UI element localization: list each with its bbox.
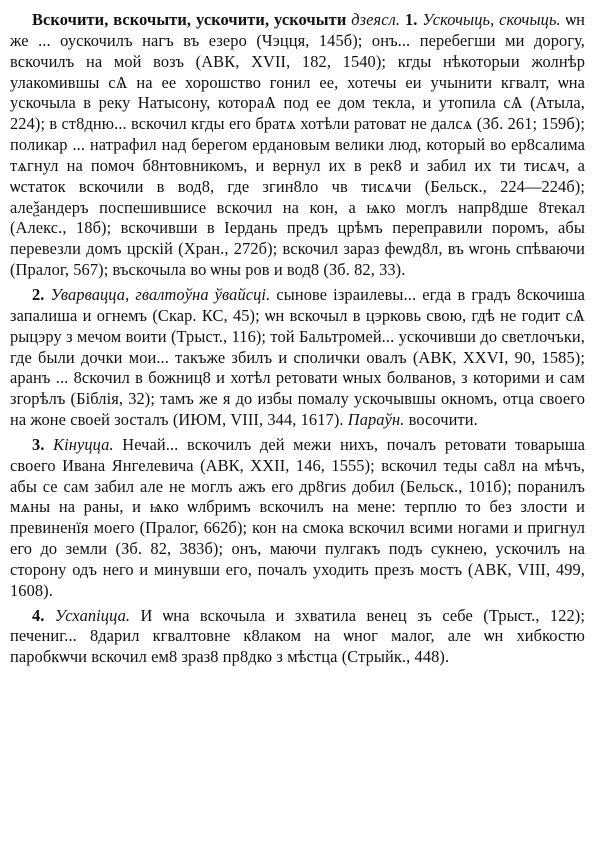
sense-gloss: Ускочыць, скочыць. — [422, 10, 561, 29]
sense-number: 4. — [32, 605, 45, 625]
sense-quotations: И ѡна вскочыла и зхватила венец зъ себе (Трыст., 122); печениг... 8дарил кгвалтовне к8лаком на ѡног малог, але ѡн хибкостю паробкѡчи вскочил ем8 зраз8 пр8дко з мѣстца (Стрыйк., 448). — [10, 605, 586, 667]
sense-number: 3. — [32, 434, 45, 454]
sense-gloss: Кінуцца. — [53, 434, 114, 454]
sense-gloss: Уварвацца, гвалтоўна ўвайсці. — [50, 284, 271, 304]
cross-reference-label: Параўн. — [347, 410, 405, 430]
sense-4-paragraph — [10, 606, 585, 669]
sense-quotations: ѡн же ... оускочилъ нагъ въ езеро (Чэцця, 145б); онъ... перебегши ми дорогу, вскочилъ на мой возъ (АВК, XVII, 182, 1540); кгды нѣкоторыи жолнѣр улакомившы сѦ на ее хорошство гонил ее, хотечы еи учынити кгвалт, ѡна ускочыла в реку Натысону, котораѦ под ее дом текла, и утопила сѦ (Атыла, 224); в ст8дню... вскочил кгды его братѧ хотѣли ратоват не далсѧ (Зб. 261; 159б); поликар ... натрафил над берегом ердановым велики люд, который во ер8салима тѧгнул на помоч б8нтовникомъ, и вернул их в рек8 и забил их ти тисѧч, а ѡстаток вскочили в вод8, где згин8ло чв тисѧчи (Бельск., 224—224б); алеѯандеръ поспешившисе вскочил на кон, а ѩко моглъ напр8дше 8текал (Алекс., 18б); вскочивши в Іердань предъ црѣмъ переправили поромъ, абы перевезли домъ црскій (Хран., 272б); вскочил зараз феѡд8л, въ ѡгонь спѣваючи (Пралог, 567); въскочыла во ѡны ров и вод8 (Зб. 82, 33). — [10, 10, 585, 280]
sense-3-paragraph — [10, 435, 585, 602]
sense-number: 1. — [404, 10, 418, 29]
entry-headword: Вскочити, вскочыти, ускочити, ускочыти — [32, 10, 347, 29]
sense-gloss: Усхапіцца. — [54, 605, 131, 625]
sense-quotations: сынове ізраилевы... егда в градъ 8скочиша запалиша и огнемъ (Скар. КС, 45); ѡн вскочыл в цэрковь свою, гдѣ не годит сѦ рыцэру з мечом воити (Трыст., 116); той Бальтромей... ускочивши до светлочъки, где были дочки мои... такъже збилъ и сполички овалъ (АВК, XXVI, 90, 1585); аранъ ... 8скочил в божниц8 и хотѣл ретовати ѡных болванов, з которими и сам згорѣлъ (Біблія, 32); тамъ же я до избы помалу ускочывшы окномъ, отца своего на жоне своей зосталъ (ИЮМ, VIII, 344, 1617). — [10, 284, 585, 430]
sense-number: 2. — [32, 284, 45, 304]
part-of-speech: дзеясл. — [351, 10, 401, 29]
sense-1-paragraph — [10, 10, 585, 281]
cross-reference-word: восочити. — [408, 410, 478, 430]
sense-quotations: Нечай... вскочилъ дей межи нихъ, почалъ ретовати товарыша своего Ивана Янгелевича (АВК, XXII, 146, 1555); вскочил теды са8л на мѣчъ, абы се сам забил але не моглъ ажъ его др8гиs добил (Бельск., 101б); поранилъ мѧны на раны, и ѩко ѡлбримъ вскочилъ на мене: терплю то без злости и превиненїя моего (Пралог, 662б); кон на смока вскочил всими ногами и пригнул его до земли (Зб. 82, 383б); онъ, маючи пулгакъ подъ сукнею, ускочилъ на сторону одъ него и минувши его, почалъ уходить презъ мостъ (АВК, VIII, 499, 1608). — [10, 434, 585, 600]
sense-2-paragraph — [10, 285, 585, 431]
